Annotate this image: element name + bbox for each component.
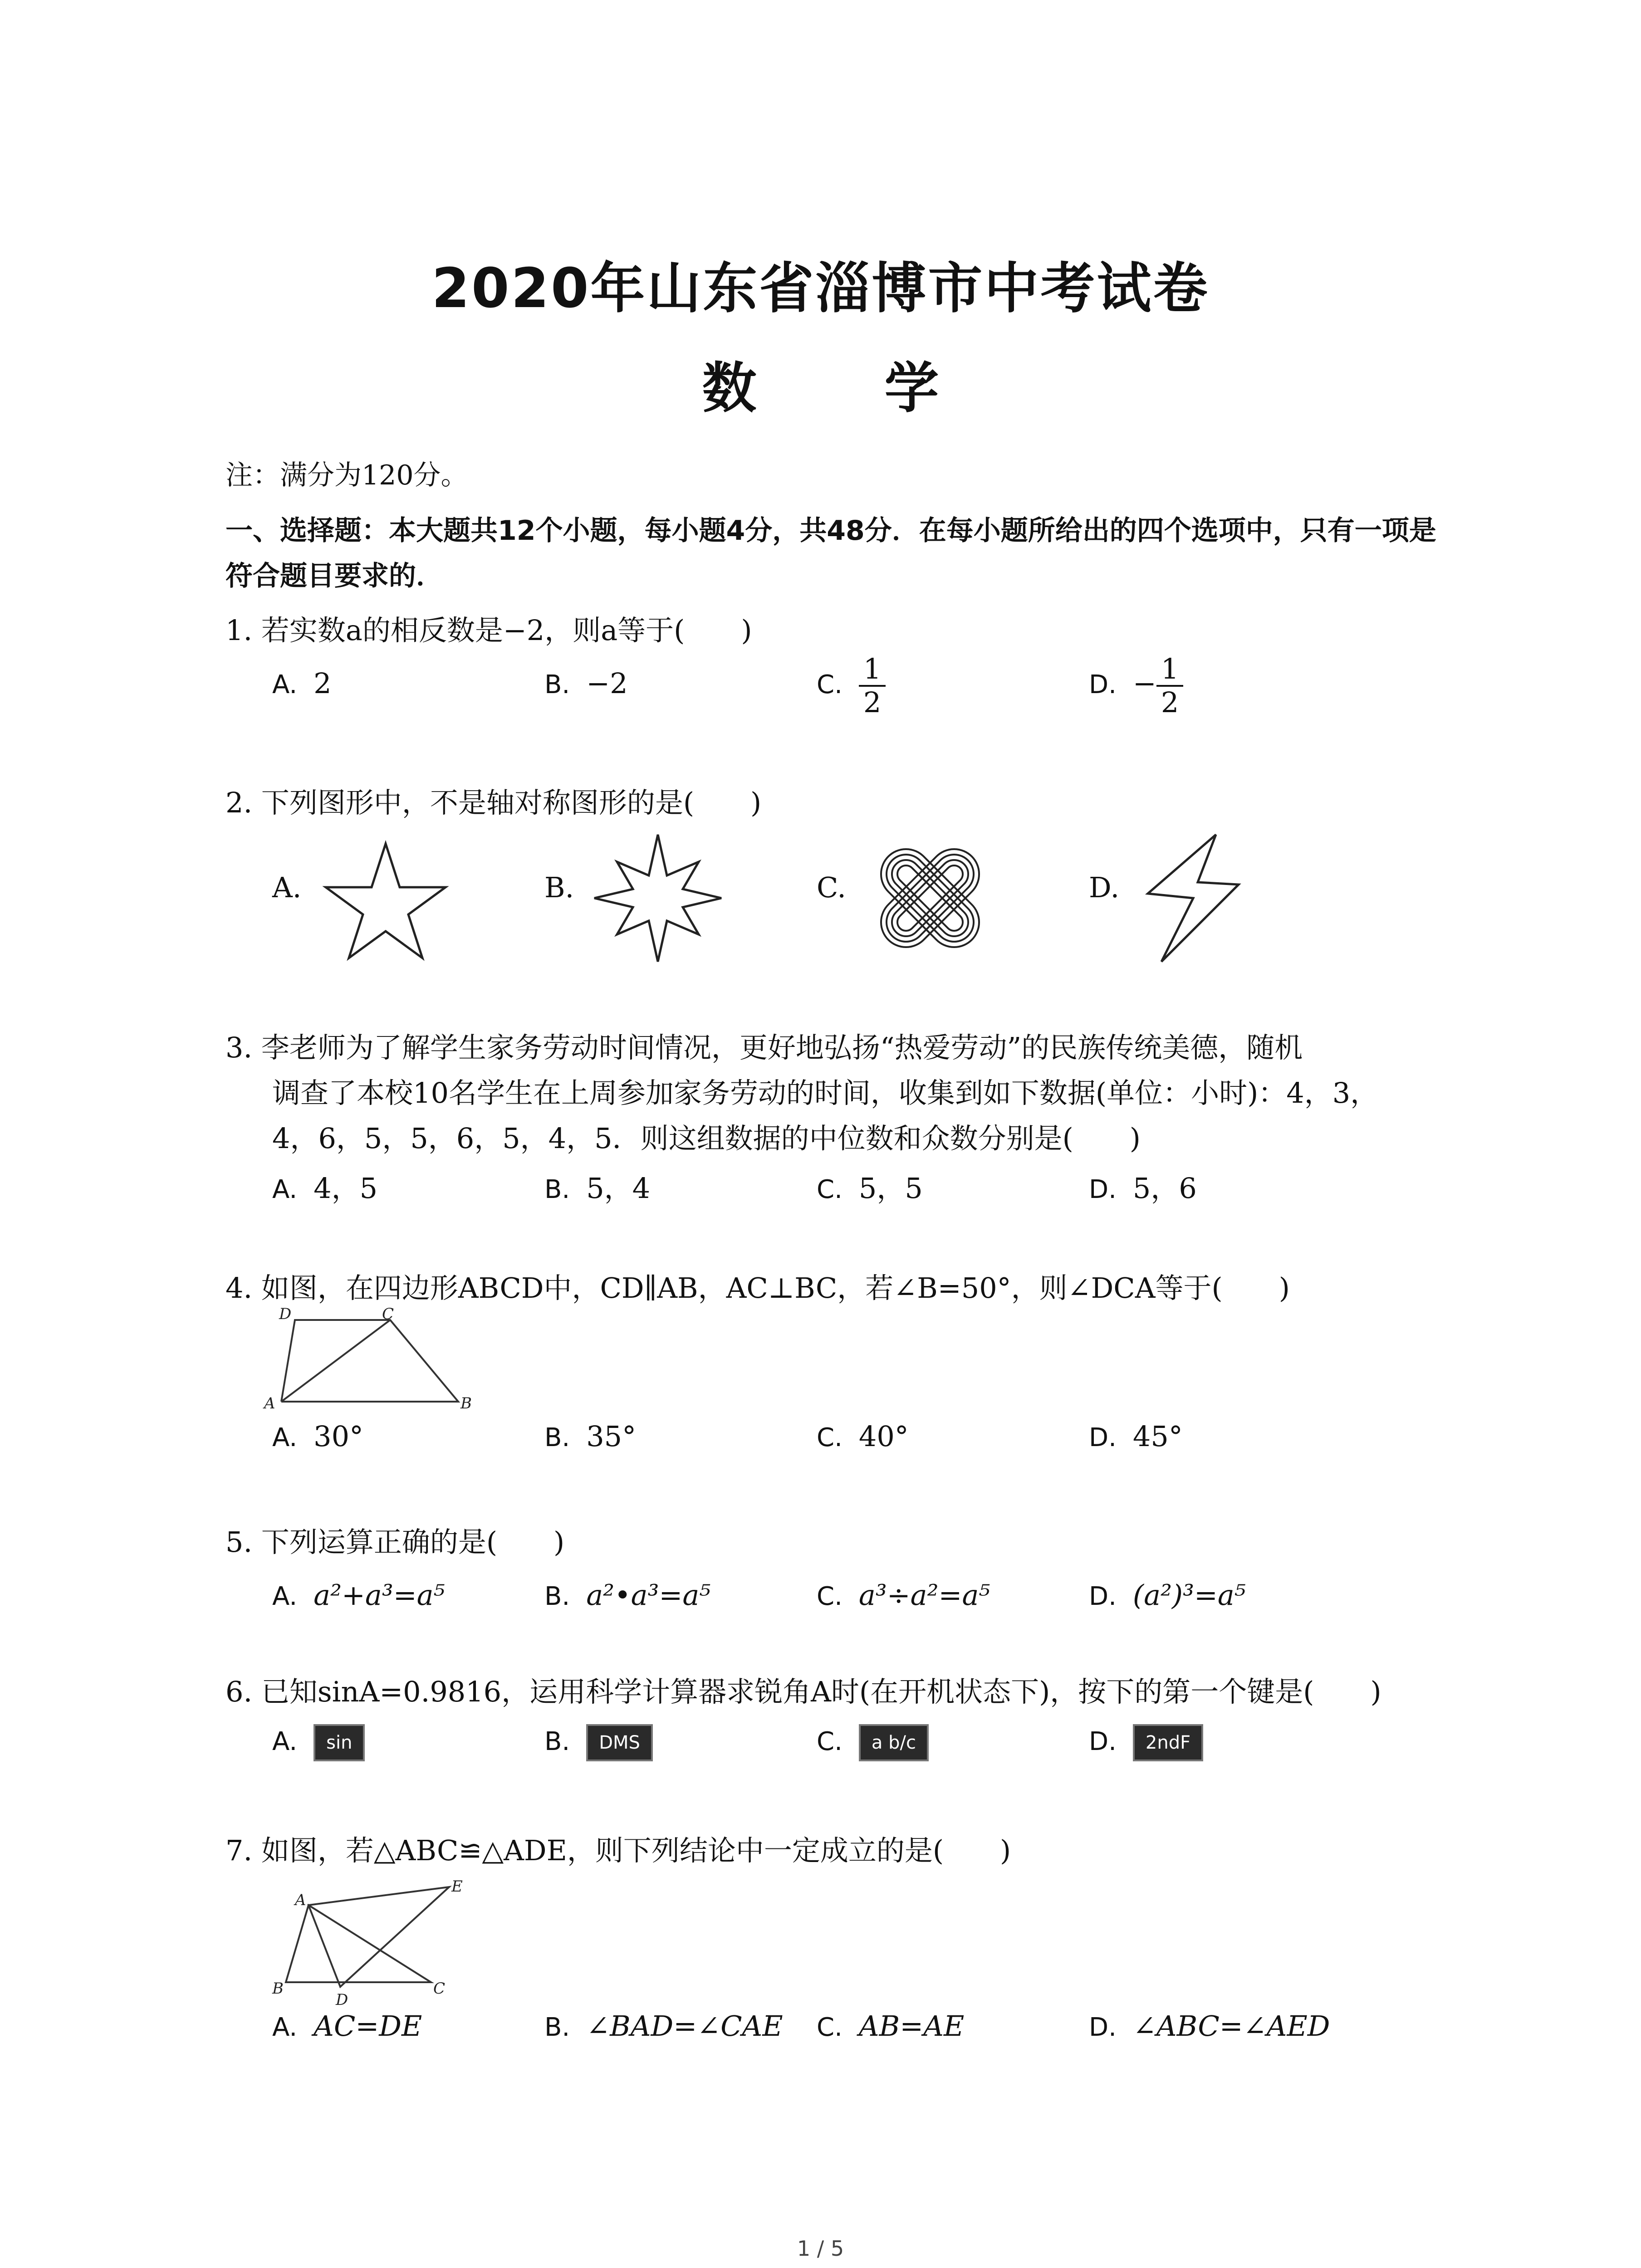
q7-option-a: A. AC=DE — [272, 2009, 422, 2043]
q3-option-a: A. 4，5 — [272, 1172, 378, 1205]
vertex-b-label: B — [272, 1980, 284, 1998]
trapezoid-abcd-figure — [259, 1306, 485, 1420]
five-point-star-figure — [318, 835, 454, 971]
q2-option-d-label: D. — [1089, 871, 1120, 904]
q4-option-c: C. 40° — [817, 1420, 909, 1453]
q6-option-a: A. sin — [272, 1724, 365, 1761]
vertex-c-label: C — [382, 1306, 394, 1323]
q7-option-d: D. ∠ABC=∠AED — [1089, 2009, 1330, 2043]
congruent-triangles-figure — [259, 1873, 495, 2009]
q5-option-a: A. a²+a³=a⁵ — [272, 1579, 445, 1612]
q1-option-a: A. 2 — [272, 667, 332, 700]
q7-option-c: C. AB=AE — [817, 2009, 965, 2043]
vertex-b-label: B — [460, 1394, 472, 1413]
section-heading: 一、选择题：本大题共12个小题，每小题4分，共48分．在每小题所给出的四个选项中，只有一项是符合题目要求的． — [225, 515, 1436, 592]
vertex-a-label: A — [264, 1394, 275, 1413]
question-3-line-3: 4，6，5，5，6，5，4，5．则这组数据的中位数和众数分别是( ) — [272, 1122, 1141, 1155]
vertex-a-label: A — [295, 1891, 306, 1909]
q5-option-b: B. a²•a³=a⁵ — [544, 1579, 711, 1612]
question-3-line-1: 3. 李老师为了解学生家务劳动时间情况，更好地弘扬“热爱劳动”的民族传统美德，随机 — [225, 1031, 1303, 1064]
lightning-bolt-figure — [1134, 830, 1252, 966]
page-number: 1 / 5 — [797, 2236, 844, 2261]
vertex-e-label: E — [451, 1877, 463, 1896]
q2-option-b-label: B. — [544, 871, 574, 904]
q1-option-b: B. −2 — [544, 667, 628, 700]
q2-option-c-label: C. — [817, 871, 846, 904]
question-6-stem: 6. 已知sinA=0.9816，运用科学计算器求锐角A时(在开机状态下)，按下的第一个键是( ) — [225, 1675, 1381, 1708]
q6-option-c: C. a b/c — [817, 1724, 929, 1761]
question-1-stem: 1. 若实数a的相反数是−2，则a等于( ) — [225, 614, 752, 647]
dms-key-icon: DMS — [586, 1724, 653, 1761]
q5-option-c: C. a³÷a²=a⁵ — [817, 1579, 990, 1612]
eight-point-star-figure — [590, 830, 726, 966]
page-title: 2020年山东省淄博市中考试卷 — [431, 257, 1210, 320]
second-function-key-icon: 2ndF — [1133, 1724, 1203, 1761]
q2-option-a-label: A. — [272, 871, 302, 904]
q4-option-a: A. 30° — [272, 1420, 364, 1453]
score-note: 注：满分为120分。 — [225, 459, 468, 491]
q7-option-b: B. ∠BAD=∠CAE — [544, 2009, 783, 2043]
q6-option-d: D. 2ndF — [1089, 1724, 1203, 1761]
q4-option-d: D. 45° — [1089, 1420, 1183, 1453]
q3-option-c: C. 5，5 — [817, 1172, 923, 1205]
vertex-c-label: C — [433, 1980, 446, 1998]
question-2-stem: 2. 下列图形中，不是轴对称图形的是( ) — [225, 786, 762, 819]
question-3-line-2: 调查了本校10名学生在上周参加家务劳动的时间，收集到如下数据(单位：小时)：4，3， — [272, 1076, 1379, 1110]
q5-option-d: D. (a²)³=a⁵ — [1089, 1579, 1246, 1612]
q3-option-d: D. 5，6 — [1089, 1172, 1197, 1205]
q1-option-c: C. $\frac{1}{2}$ — [817, 653, 886, 719]
interlaced-knot-figure — [862, 830, 998, 966]
q3-option-b: B. 5，4 — [544, 1172, 651, 1205]
fraction-key-icon: a b/c — [859, 1724, 929, 1761]
q1-option-d: D. − $\frac{1}{2}$ — [1089, 653, 1183, 719]
question-7-stem: 7. 如图，若△ABC≌△ADE，则下列结论中一定成立的是( ) — [225, 1834, 1011, 1867]
q4-option-b: B. 35° — [544, 1420, 637, 1453]
vertex-d-label: D — [279, 1306, 292, 1323]
vertex-d-label: D — [336, 1991, 348, 2009]
question-5-stem: 5. 下列运算正确的是( ) — [225, 1525, 565, 1559]
subject-title: 数 学 — [702, 357, 994, 420]
question-4-stem: 4. 如图，在四边形ABCD中，CD∥AB，AC⊥BC，若∠B=50°，则∠DCA等于( ) — [225, 1271, 1290, 1305]
q6-option-b: B. DMS — [544, 1724, 653, 1761]
sin-key-icon: sin — [314, 1724, 365, 1761]
